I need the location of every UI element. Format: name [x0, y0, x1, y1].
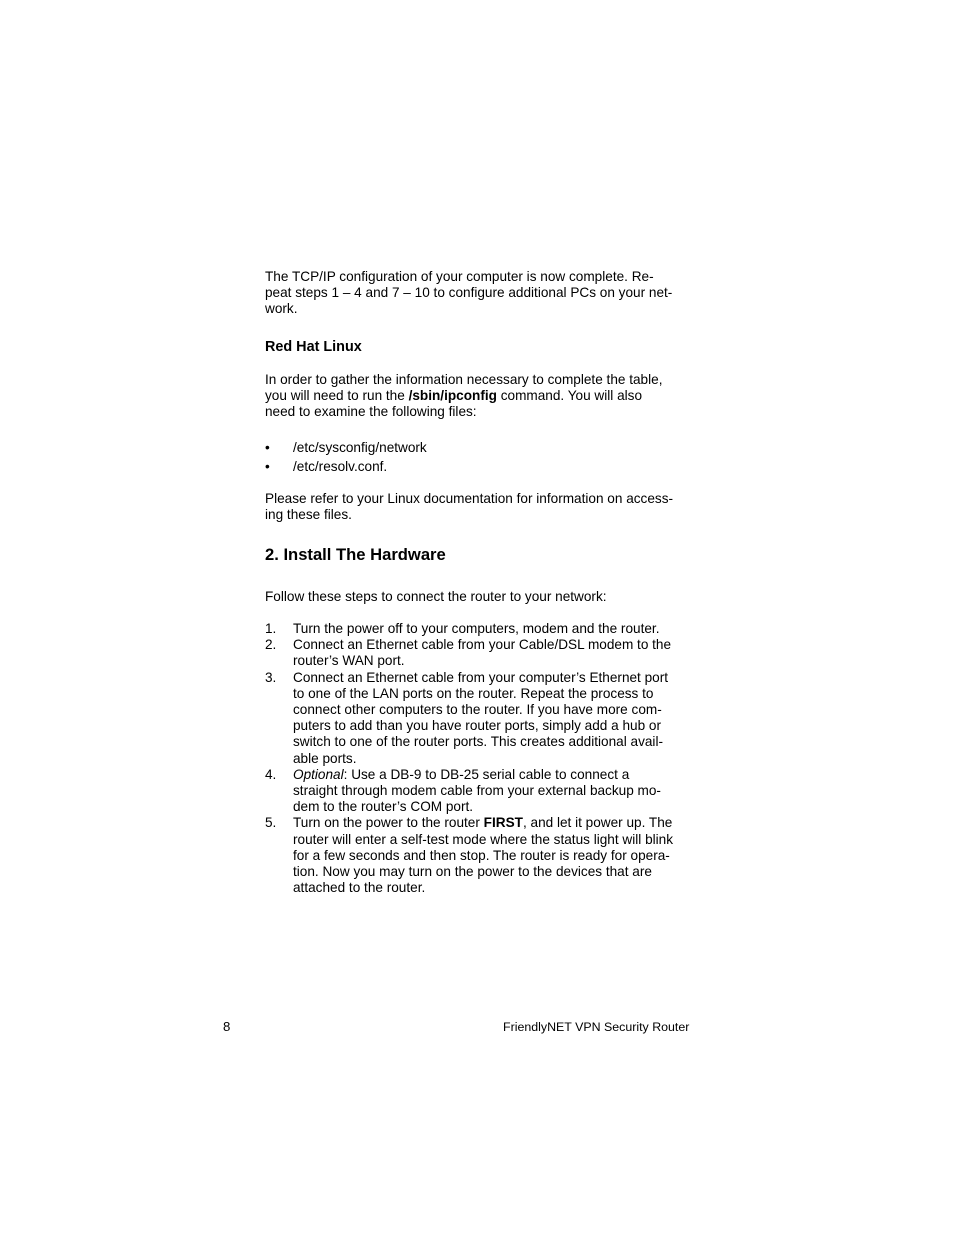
linux-docs-paragraph: [265, 491, 695, 523]
step-item: [265, 670, 695, 767]
redhat-paragraph: [265, 372, 695, 421]
first-emphasis: FIRST: [483, 815, 523, 831]
step-item: [265, 767, 695, 816]
steps-list: [265, 621, 695, 896]
intro-line: peat steps 1 – 4 and 7 – 10 to configure additional PCs on your net-: [265, 285, 673, 301]
redhat-line: [265, 388, 695, 404]
file-path: /etc/resolv.conf.: [293, 459, 388, 474]
step-line: able ports.: [293, 750, 357, 766]
step-line: straight through modem cable from your external backup mo-: [293, 783, 661, 799]
redhat-line: In order to gather the information necessary to complete the table,: [265, 372, 663, 387]
redhat-heading: Red Hat Linux: [265, 339, 362, 355]
step-line: to one of the LAN ports on the router. Repeat the process to: [293, 685, 654, 701]
intro-line: The TCP/IP configuration of your computer is now complete. Re-: [265, 269, 654, 284]
intro-line: work.: [265, 301, 298, 317]
step-line: router’s WAN port.: [293, 653, 405, 669]
list-item: [265, 440, 695, 459]
step-number: 2.: [265, 637, 277, 653]
step-line-pre: Turn on the power to the router: [293, 815, 484, 831]
step-line: router will enter a self-test mode where the status light will blink: [293, 831, 674, 847]
step-line: for a few seconds and then stop. The router is ready for opera-: [293, 847, 670, 863]
page-number: 8: [223, 1019, 231, 1034]
step-line: [293, 767, 695, 783]
step-number: 5.: [265, 815, 277, 831]
intro-paragraph: [265, 269, 695, 318]
step-line: Connect an Ethernet cable from your computer’s Ethernet port: [293, 669, 669, 685]
step-line: dem to the router’s COM port.: [293, 799, 474, 815]
file-path: /etc/sysconfig/network: [293, 440, 427, 455]
section-heading: 2. Install The Hardware: [265, 545, 446, 564]
hardware-intro: Follow these steps to connect the router to your network:: [265, 589, 607, 604]
redhat-line: need to examine the following files:: [265, 404, 477, 420]
step-line: tion. Now you may turn on the power to the devices that are: [293, 864, 652, 880]
step-number: 4.: [265, 766, 277, 782]
footer-title: FriendlyNET VPN Security Router: [503, 1020, 690, 1034]
ipconfig-command: /sbin/ipconfig: [408, 388, 497, 404]
step-line: Turn the power off to your computers, modem and the router.: [293, 621, 660, 636]
docs-line: ing these files.: [265, 507, 352, 523]
bullet-icon: •: [265, 459, 270, 474]
step-line: connect other computers to the router. If you have more com-: [293, 702, 662, 718]
file-list: [265, 440, 695, 478]
list-item: [265, 459, 695, 478]
step-line-rest: : Use a DB-9 to DB-25 serial cable to connect a: [343, 766, 630, 782]
optional-label: Optional: [293, 766, 344, 782]
redhat-line-pre: you will need to run the: [265, 388, 409, 404]
step-line-post: , and let it power up. The: [522, 815, 673, 831]
step-line: switch to one of the router ports. This creates additional avail-: [293, 734, 663, 750]
step-item: [265, 621, 695, 637]
step-line: attached to the router.: [293, 880, 426, 896]
step-line: Connect an Ethernet cable from your Cable/DSL modem to the: [293, 637, 672, 653]
step-item: [265, 637, 695, 669]
step-item: [265, 815, 695, 896]
redhat-line-post: command. You will also: [496, 388, 643, 404]
step-line: puters to add than you have router ports, simply add a hub or: [293, 718, 662, 734]
step-number: 3.: [265, 669, 277, 685]
bullet-icon: •: [265, 440, 270, 455]
step-line: [293, 815, 695, 831]
step-number: 1.: [265, 621, 277, 636]
docs-line: Please refer to your Linux documentation for information on access-: [265, 491, 674, 506]
